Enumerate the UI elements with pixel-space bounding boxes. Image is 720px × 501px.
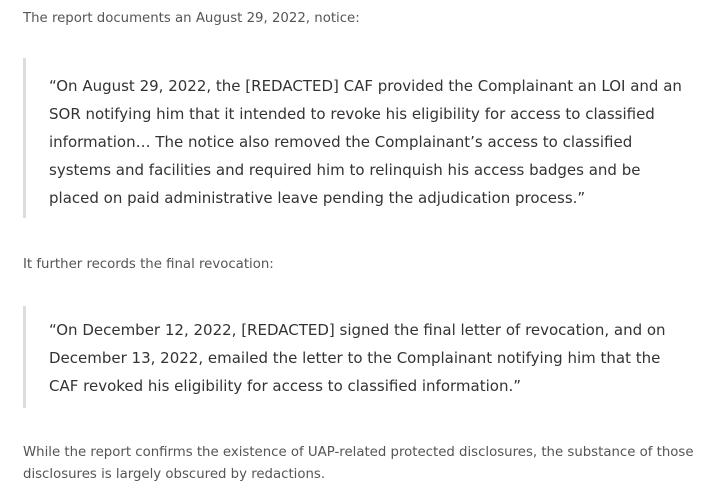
intro-paragraph: The report documents an August 29, 2022, notice: [23,11,360,26]
further-paragraph: It further records the final revocation: [23,257,274,272]
first-blockquote [23,58,693,218]
conclusion-paragraph: While the report confirms the existence of UAP-related protected disclosures, the substance of those disclosures is largely obscured by redactions. [23,445,694,482]
second-quote-text: “On December 12, 2022, [REDACTED] signed the final letter of revocation, and on December 13, 2022, emailed the letter to the Complainant notifying him that the CAF revoked his eligibility for access to classified information.” [49,321,666,395]
first-quote-text: “On August 29, 2022, the [REDACTED] CAF provided the Complainant an LOI and an SOR notifying him that it intended to revoke his eligibility for access to classified information… The notice also removed the Complainant’s access to classified systems and facilities and required him to relinquish his access badges and be placed on paid administrative leave pending the adjudication process.” [49,77,682,207]
second-blockquote [23,306,693,408]
